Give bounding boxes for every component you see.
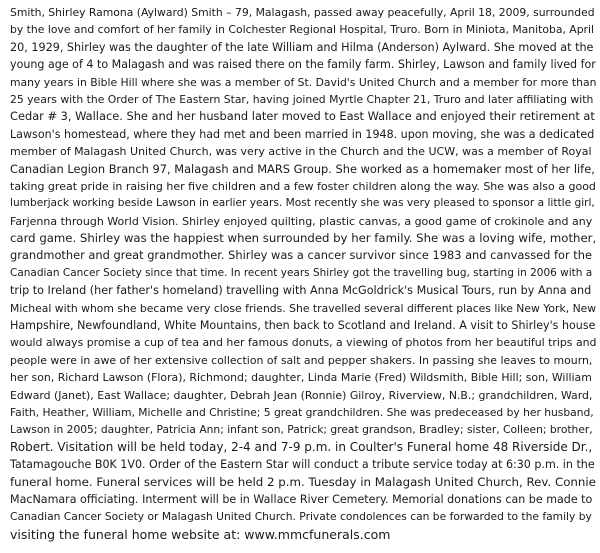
obituary-line: lumberjack working beside Lawson in earlier years. Most recently she was very pleased to sponsor a little girl, <box>10 197 595 210</box>
obituary-line: Tatamagouche B0K 1V0. Order of the Eastern Star will conduct a tribute service today at 6:30 p.m. in the <box>10 458 595 472</box>
obituary-line: funeral home. Funeral services will be held 2 p.m. Tuesday in Malagash United Church, Rev. Connie <box>10 474 596 489</box>
obituary-line: young age of 4 to Malagash and was raised there on the family farm. Shirley, Lawson and family lived for <box>10 58 596 72</box>
obituary-line: Lawson's homestead, where they had met and been married in 1948. upon moving, she was a dedicated <box>10 127 595 141</box>
obituary-line: card game. Shirley was the happiest when surrounded by her family. She was a loving wife, mother, <box>10 231 597 246</box>
obituary-line: Canadian Legion Branch 97, Malagash and MARS Group. She worked as a homemaker most of her life, <box>10 161 595 176</box>
obituary-line: member of Malagash United Church, was very active in the Church and the UCW, was a member of Royal <box>10 145 592 159</box>
obituary-line: Faith, Heather, William, Michelle and Christine; 5 great grandchildren. She was predeceased by her husband, <box>10 405 594 419</box>
obituary-line: taking great pride in raising her five children and a few foster children along the way. She was also a good <box>10 179 596 193</box>
obituary-line: Lawson in 2005; daughter, Patricia Ann; infant son, Patrick; great grandson, Bradley; sister, Colleen; brother, <box>10 423 593 437</box>
obituary-line: by the love and comfort of her family in Colchester Regional Hospital, Truro. Born in Miniota, Manitoba, April <box>10 23 594 37</box>
obituary-line: many years in Bible Hill where she was a member of St. David's United Church and a member for more than <box>10 75 597 89</box>
obituary-line: 25 years with the Order of The Eastern Star, having joined Myrtle Chapter 21, Truro and later affiliating with <box>10 92 594 106</box>
obituary-line: visiting the funeral home website at: www.mmcfunerals.com <box>10 526 391 542</box>
obituary-line: 20, 1929, Shirley was the daughter of the late William and Hilma (Anderson) Aylward. She moved at the <box>10 40 594 54</box>
obituary-line: Micheal with whom she became very close friends. She travelled several different places like New York, New <box>10 301 597 315</box>
obituary-line: people were in awe of her extensive collection of salt and pepper shakers. In passing she leaves to mourn, <box>10 353 593 367</box>
obituary-line: Farjenna through World Vision. Shirley enjoyed quilting, plastic canvas, a good game of crokinole and any <box>10 214 593 228</box>
obituary-line: Robert. Visitation will be held today, 2-4 and 7-9 p.m. in Coulter's Funeral home 48 Riverside Dr., <box>10 439 593 454</box>
obituary-line: Cedar # 3, Wallace. She and her husband later moved to East Wallace and enjoyed their retirement at <box>10 109 595 124</box>
obituary-line: Canadian Cancer Society or Malagash United Church. Private condolences can be forwarded to the family by <box>10 510 592 524</box>
obituary-line: her son, Richard Lawson (Flora), Richmond; daughter, Linda Marie (Fred) Wildsmith, Bible Hill; son, William <box>10 371 592 385</box>
obituary-line: trip to Ireland (her father's homeland) travelling with Anna McGoldrick's Musical Tours, run by Anna and <box>10 284 592 298</box>
obituary-text <box>10 4 596 543</box>
obituary-line: Smith, Shirley Ramona (Aylward) Smith – 79, Malagash, passed away peacefully, April 18, 2009, surrounded <box>10 6 595 19</box>
obituary-line: Hampshire, Newfoundland, White Mountains, then back to Scotland and Ireland. A visit to Shirley's house <box>10 319 596 333</box>
obituary-line: MacNamara officiating. Interment will be in Wallace River Cemetery. Memorial donations can be made to <box>10 492 593 506</box>
obituary-line: grandmother and great grandmother. Shirley was a cancer survivor since 1983 and canvassed for the <box>10 248 593 263</box>
obituary-line: Canadian Cancer Society since that time. In recent years Shirley got the travelling bug, starting in 2006 with a <box>10 266 593 279</box>
obituary-line: would always promise a cup of tea and her famous donuts, a viewing of photos from her beautiful trips and <box>10 336 597 350</box>
obituary-line: Edward (Janet), East Wallace; daughter, Debrah Jean (Ronnie) Gilroy, Riverview, N.B.; grandchildren, Ward, <box>10 388 593 402</box>
